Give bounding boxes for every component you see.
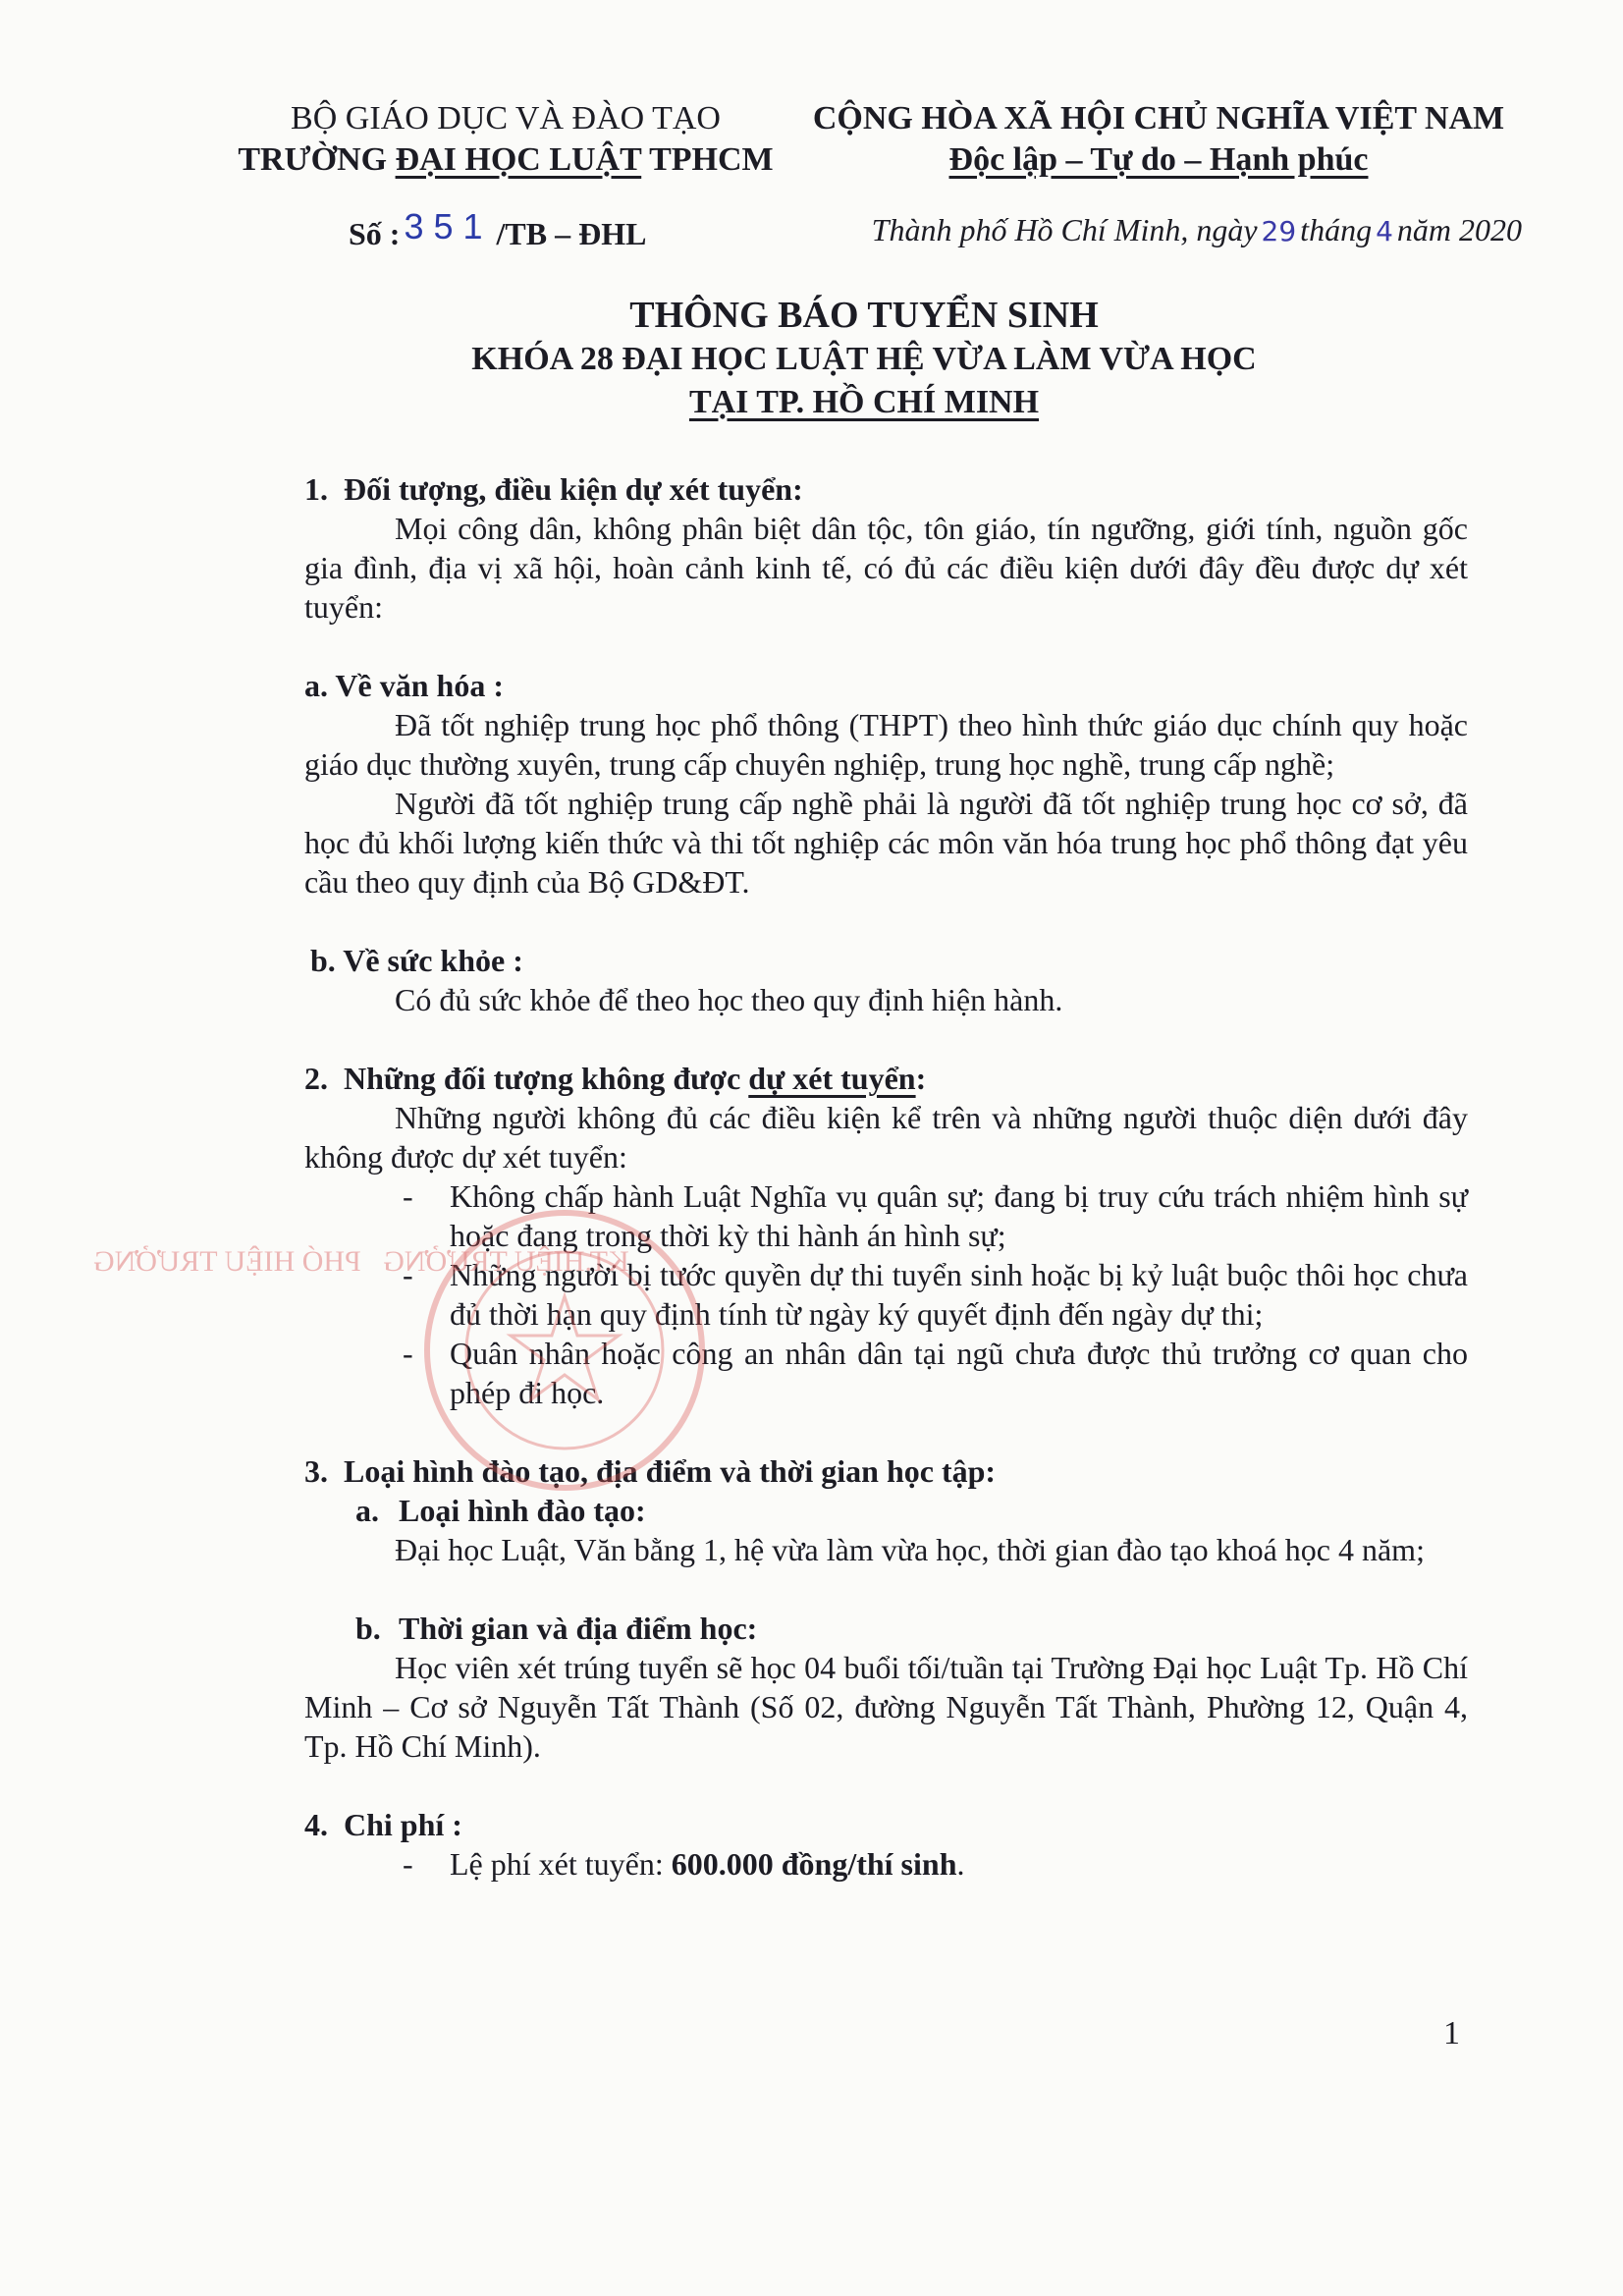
list-item: - Không chấp hành Luật Nghĩa vụ quân sự; đang bị truy cứu trách nhiệm hình sự hoặc đang trong thời kỳ thi hành án hình sự; (304, 1176, 1468, 1255)
school-name: TRƯỜNG ĐẠI HỌC LUẬT TPHCM (238, 141, 774, 178)
section-1-intro: Mọi công dân, không phân biệt dân tộc, tôn giáo, tín ngưỡng, giới tính, nguồn gốc gia đình, địa vị xã hội, hoàn cảnh kinh tế, có đủ các điều kiện dưới đây đều được dự xét tuyển: (304, 511, 1468, 625)
section-1b-heading: b. Về sức khỏe : (310, 943, 523, 978)
section-1a-heading: a. Về văn hóa : (304, 668, 504, 703)
handwritten-day: 29 (1261, 215, 1297, 247)
list-item: - Lệ phí xét tuyển: 600.000 đồng/thí sinh. (304, 1844, 1468, 1884)
title-line-2: KHÓA 28 ĐẠI HỌC LUẬT HỆ VỪA LÀM VỪA HỌC (471, 341, 1257, 377)
section-2-intro: Những người không đủ các điều kiện kể trên và những người thuộc diện dưới đây không được dự xét tuyển: (304, 1100, 1468, 1175)
section-2-heading: 2. Những đối tượng không được dự xét tuyển: (304, 1061, 927, 1096)
stamp-bleed-through: KT.HIỆU TRƯỞNG PHÓ HIỆU TRƯỞNG (93, 1245, 629, 1278)
section-3a-heading: a. Loại hình đào tạo: (355, 1493, 646, 1528)
handwritten-number: 351 (404, 206, 493, 246)
section-3b-paragraph: Học viên xét trúng tuyển sẽ học 04 buổi tối/tuần tại Trường Đại học Luật Tp. Hồ Chí Minh – Cơ sở Nguyễn Tất Thành (Số 02, đường Nguyễn Tất Thành, Phường 12, Quận 4, Tp. Hồ Chí Minh). (304, 1650, 1468, 1764)
title-line-3: TẠI TP. HỒ CHÍ MINH (688, 384, 1040, 420)
national-motto: Độc lập – Tự do – Hạnh phúc (948, 141, 1369, 178)
section-3a-paragraph: Đại học Luật, Văn bằng 1, hệ vừa làm vừa học, thời gian đào tạo khoá học 4 năm; (395, 1532, 1425, 1567)
section-4-list (304, 1844, 1468, 1884)
document-body (304, 469, 1468, 1884)
document-number: Số : 351 /TB – ĐHL (349, 206, 647, 251)
ministry-name: BỘ GIÁO DỤC VÀ ĐÀO TẠO (291, 100, 721, 137)
section-2-list (304, 1176, 1468, 1412)
section-1-heading: 1. Đối tượng, điều kiện dự xét tuyển: (304, 471, 803, 507)
handwritten-month: 4 (1376, 215, 1393, 247)
header-left (211, 98, 800, 181)
list-item: - Quân nhân hoặc công an nhân dân tại ngũ chưa được thủ trưởng cơ quan cho phép đi học. (304, 1334, 1468, 1412)
section-3-heading: 3. Loại hình đào tạo, địa điểm và thời gian học tập: (304, 1453, 997, 1489)
section-1a-paragraph-2: Người đã tốt nghiệp trung cấp nghề phải là người đã tốt nghiệp trung học cơ sở, đã học đủ khối lượng kiến thức và thi tốt nghiệp các môn văn hóa trung học phổ thông đạt yêu cầu theo quy định của Bộ GD&ĐT. (304, 786, 1468, 900)
document-title (211, 293, 1517, 424)
section-1b-paragraph: Có đủ sức khỏe để theo học theo quy định hiện hành. (395, 982, 1063, 1017)
title-line-1: THÔNG BÁO TUYỂN SINH (629, 295, 1099, 336)
page-number: 1 (1443, 2015, 1460, 2051)
issue-date: Thành phố Hồ Chí Minh, ngày 29 tháng 4 năm 2020 (871, 212, 1522, 247)
section-3b-heading: b. Thời gian và địa điểm học: (355, 1611, 758, 1646)
list-item: - Những người bị tước quyền dự thi tuyển sinh hoặc bị kỷ luật buộc thôi học chưa đủ thời hạn quy định tính từ ngày ký quyết định đến ngày dự thi; (304, 1255, 1468, 1334)
republic-name: CỘNG HÒA XÃ HỘI CHỦ NGHĨA VIỆT NAM (812, 100, 1505, 137)
section-4-heading: 4. Chi phí : (304, 1807, 462, 1842)
section-1a-paragraph-1: Đã tốt nghiệp trung học phổ thông (THPT) theo hình thức giáo dục chính quy hoặc giáo dục thường xuyên, trung cấp chuyên nghiệp, trung học nghề, trung cấp nghề; (304, 707, 1468, 782)
header-right (800, 98, 1517, 181)
